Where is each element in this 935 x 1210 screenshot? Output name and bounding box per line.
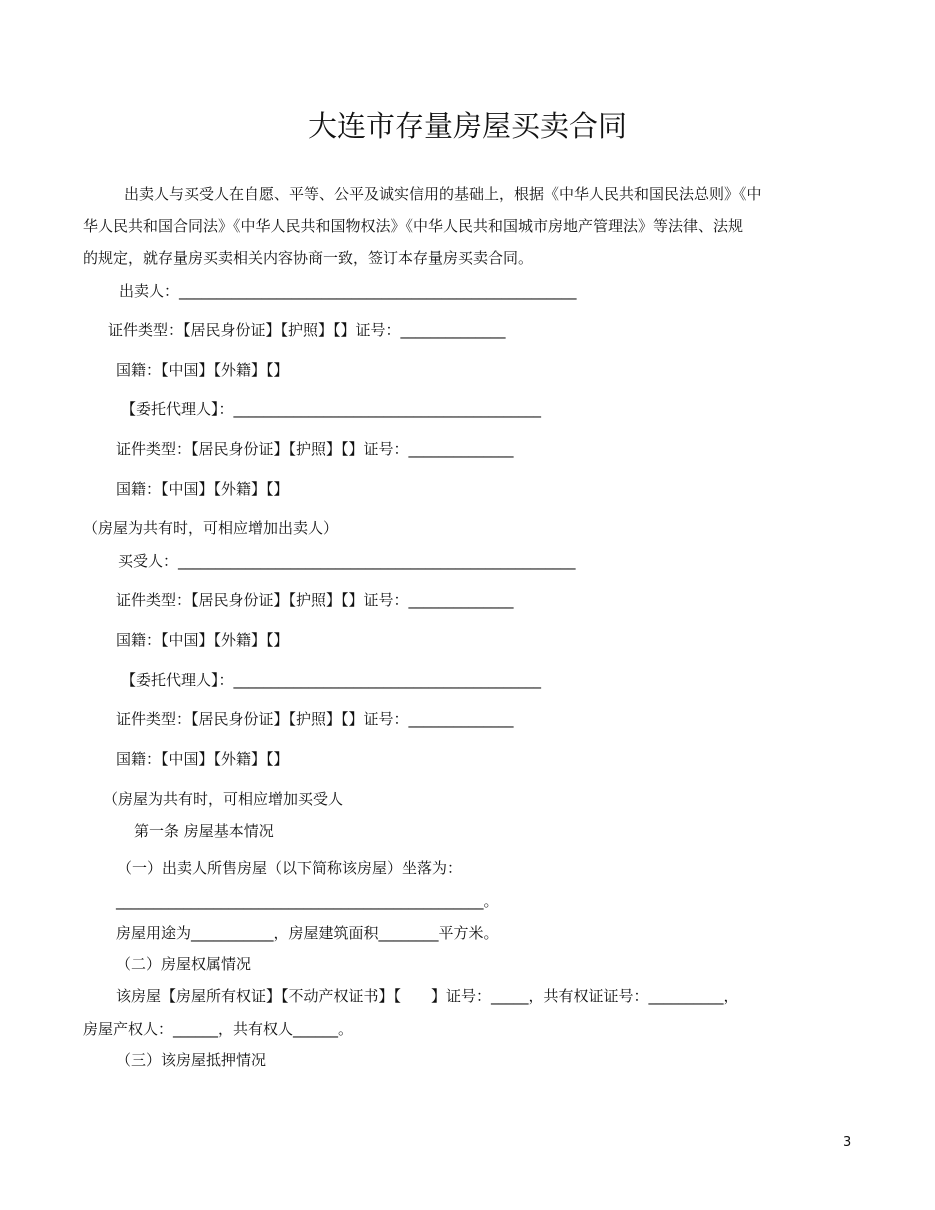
page-number: 3 <box>843 1135 852 1150</box>
seller-name-field: 出卖人：_____________________________________________________ <box>119 282 577 300</box>
buyer-id-type: 证件类型：【居民身份证】【护照】【】证号：______________ <box>116 591 514 609</box>
page-title: 大连市存量房屋买卖合同 <box>307 109 627 143</box>
intro-line-1: 出卖人与买受人在自愿、平等、公平及诚实信用的基础上，根据《中华人民共和国民法总则》《中 <box>124 185 762 203</box>
usage-area-line: 房屋用途为___________，房屋建筑面积________平方米。 <box>116 924 499 942</box>
buyer-agent-field: 【委托代理人】：_________________________________________ <box>121 671 542 689</box>
intro-line-2: 华人民共和国合同法》《中华人民共和国物权法》《中华人民共和国城市房地产管理法》等法律、法规 <box>83 217 744 235</box>
article-1-section-3-label: （三）该房屋抵押情况 <box>116 1051 267 1069</box>
ownership-line-2: 房屋产权人：______，共有权人______。 <box>83 1020 354 1038</box>
intro-line-3: 的规定，就存量房买卖相关内容协商一致，签订本存量房买卖合同。 <box>83 249 534 267</box>
buyer-agent-id-type: 证件类型：【居民身份证】【护照】【】证号：______________ <box>116 710 514 728</box>
article-1-heading: 第一条 房屋基本情况 <box>134 822 274 840</box>
location-blank: _________________________________________________。 <box>116 892 499 910</box>
seller-agent-field: 【委托代理人】：_________________________________________ <box>121 400 542 418</box>
buyer-name-field: 买受人：_____________________________________________________ <box>118 552 576 570</box>
article-1-section-2-label: （二）房屋权属情况 <box>116 955 252 973</box>
seller-note: （房屋为共有时，可相应增加出卖人） <box>83 519 339 537</box>
buyer-note: （房屋为共有时，可相应增加买受人 <box>103 790 344 808</box>
buyer-nationality: 国籍：【中国】【外籍】【】 <box>116 631 289 649</box>
seller-agent-nationality: 国籍：【中国】【外籍】【】 <box>116 480 289 498</box>
ownership-line-1: 该房屋【房屋所有权证】【不动产权证书】【 】证号：_____，共有权证证号：__________， <box>116 987 739 1005</box>
buyer-agent-nationality: 国籍：【中国】【外籍】【】 <box>116 750 289 768</box>
seller-nationality: 国籍：【中国】【外籍】【】 <box>116 361 289 379</box>
article-1-section-1-label: （一）出卖人所售房屋（以下简称该房屋）坐落为： <box>117 859 463 877</box>
seller-id-type: 证件类型：【居民身份证】【护照】【】证号：______________ <box>108 321 506 339</box>
seller-agent-id-type: 证件类型：【居民身份证】【护照】【】证号：______________ <box>116 440 514 458</box>
